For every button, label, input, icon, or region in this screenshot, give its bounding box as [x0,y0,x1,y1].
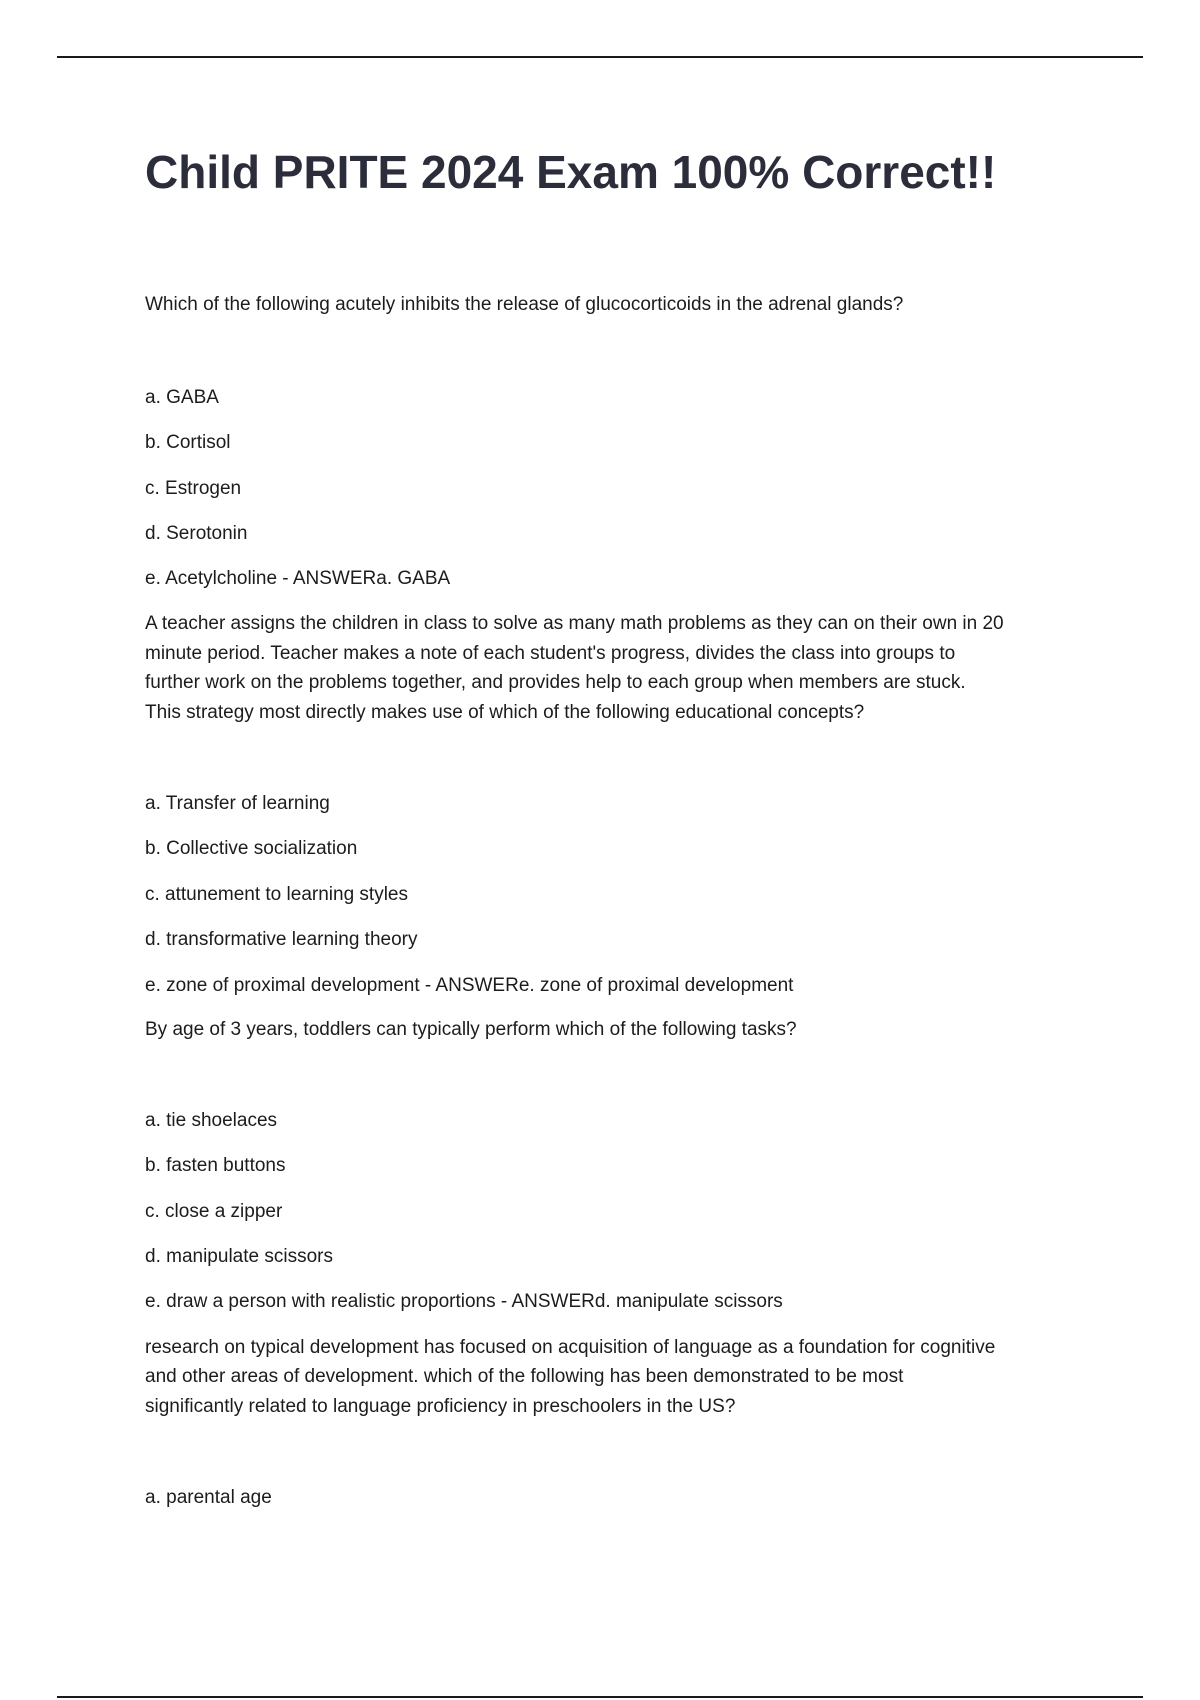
question-2-stem-line-1: A teacher assigns the children in class to solve as many math problems as they can on their own in 20 [145,613,1004,634]
question-4-stem-line-1: research on typical development has focused on acquisition of language as a foundation for cognitive [145,1337,996,1358]
question-2-option-a: a. Transfer of learning [145,793,330,814]
question-4-stem-line-3: significantly related to language proficiency in preschoolers in the US? [145,1396,736,1417]
document-title: Child PRITE 2024 Exam 100% Correct!! [145,146,997,198]
question-2-stem-line-4: This strategy most directly makes use of which of the following educational concepts? [145,702,865,723]
question-3-option-b: b. fasten buttons [145,1155,286,1176]
top-divider [57,56,1143,58]
question-1-option-a: a. GABA [145,387,219,408]
question-1-option-c: c. Estrogen [145,478,242,499]
question-4-option-a: a. parental age [145,1487,272,1508]
question-2-option-b: b. Collective socialization [145,838,358,859]
question-1-option-b: b. Cortisol [145,432,231,453]
question-2-option-e-answer: e. zone of proximal development - ANSWERe. zone of proximal development [145,975,794,996]
question-2-option-d: d. transformative learning theory [145,929,418,950]
question-2-option-c: c. attunement to learning styles [145,884,408,905]
question-2-stem-line-3: further work on the problems together, and provides help to each group when members are stuck. [145,672,966,693]
question-2-stem-line-2: minute period. Teacher makes a note of each student's progress, divides the class into groups to [145,643,956,664]
question-4-stem-line-2: and other areas of development. which of the following has been demonstrated to be most [145,1366,904,1387]
question-1-stem: Which of the following acutely inhibits the release of glucocorticoids in the adrenal glands? [145,294,904,315]
question-1-option-e-answer: e. Acetylcholine - ANSWERa. GABA [145,568,451,589]
question-3-option-e-answer: e. draw a person with realistic proportions - ANSWERd. manipulate scissors [145,1291,783,1312]
question-1-option-d: d. Serotonin [145,523,248,544]
question-3-stem: By age of 3 years, toddlers can typically perform which of the following tasks? [145,1019,797,1040]
question-3-option-d: d. manipulate scissors [145,1246,333,1267]
question-3-option-c: c. close a zipper [145,1201,283,1222]
bottom-divider [57,1696,1143,1698]
question-3-option-a: a. tie shoelaces [145,1110,278,1131]
